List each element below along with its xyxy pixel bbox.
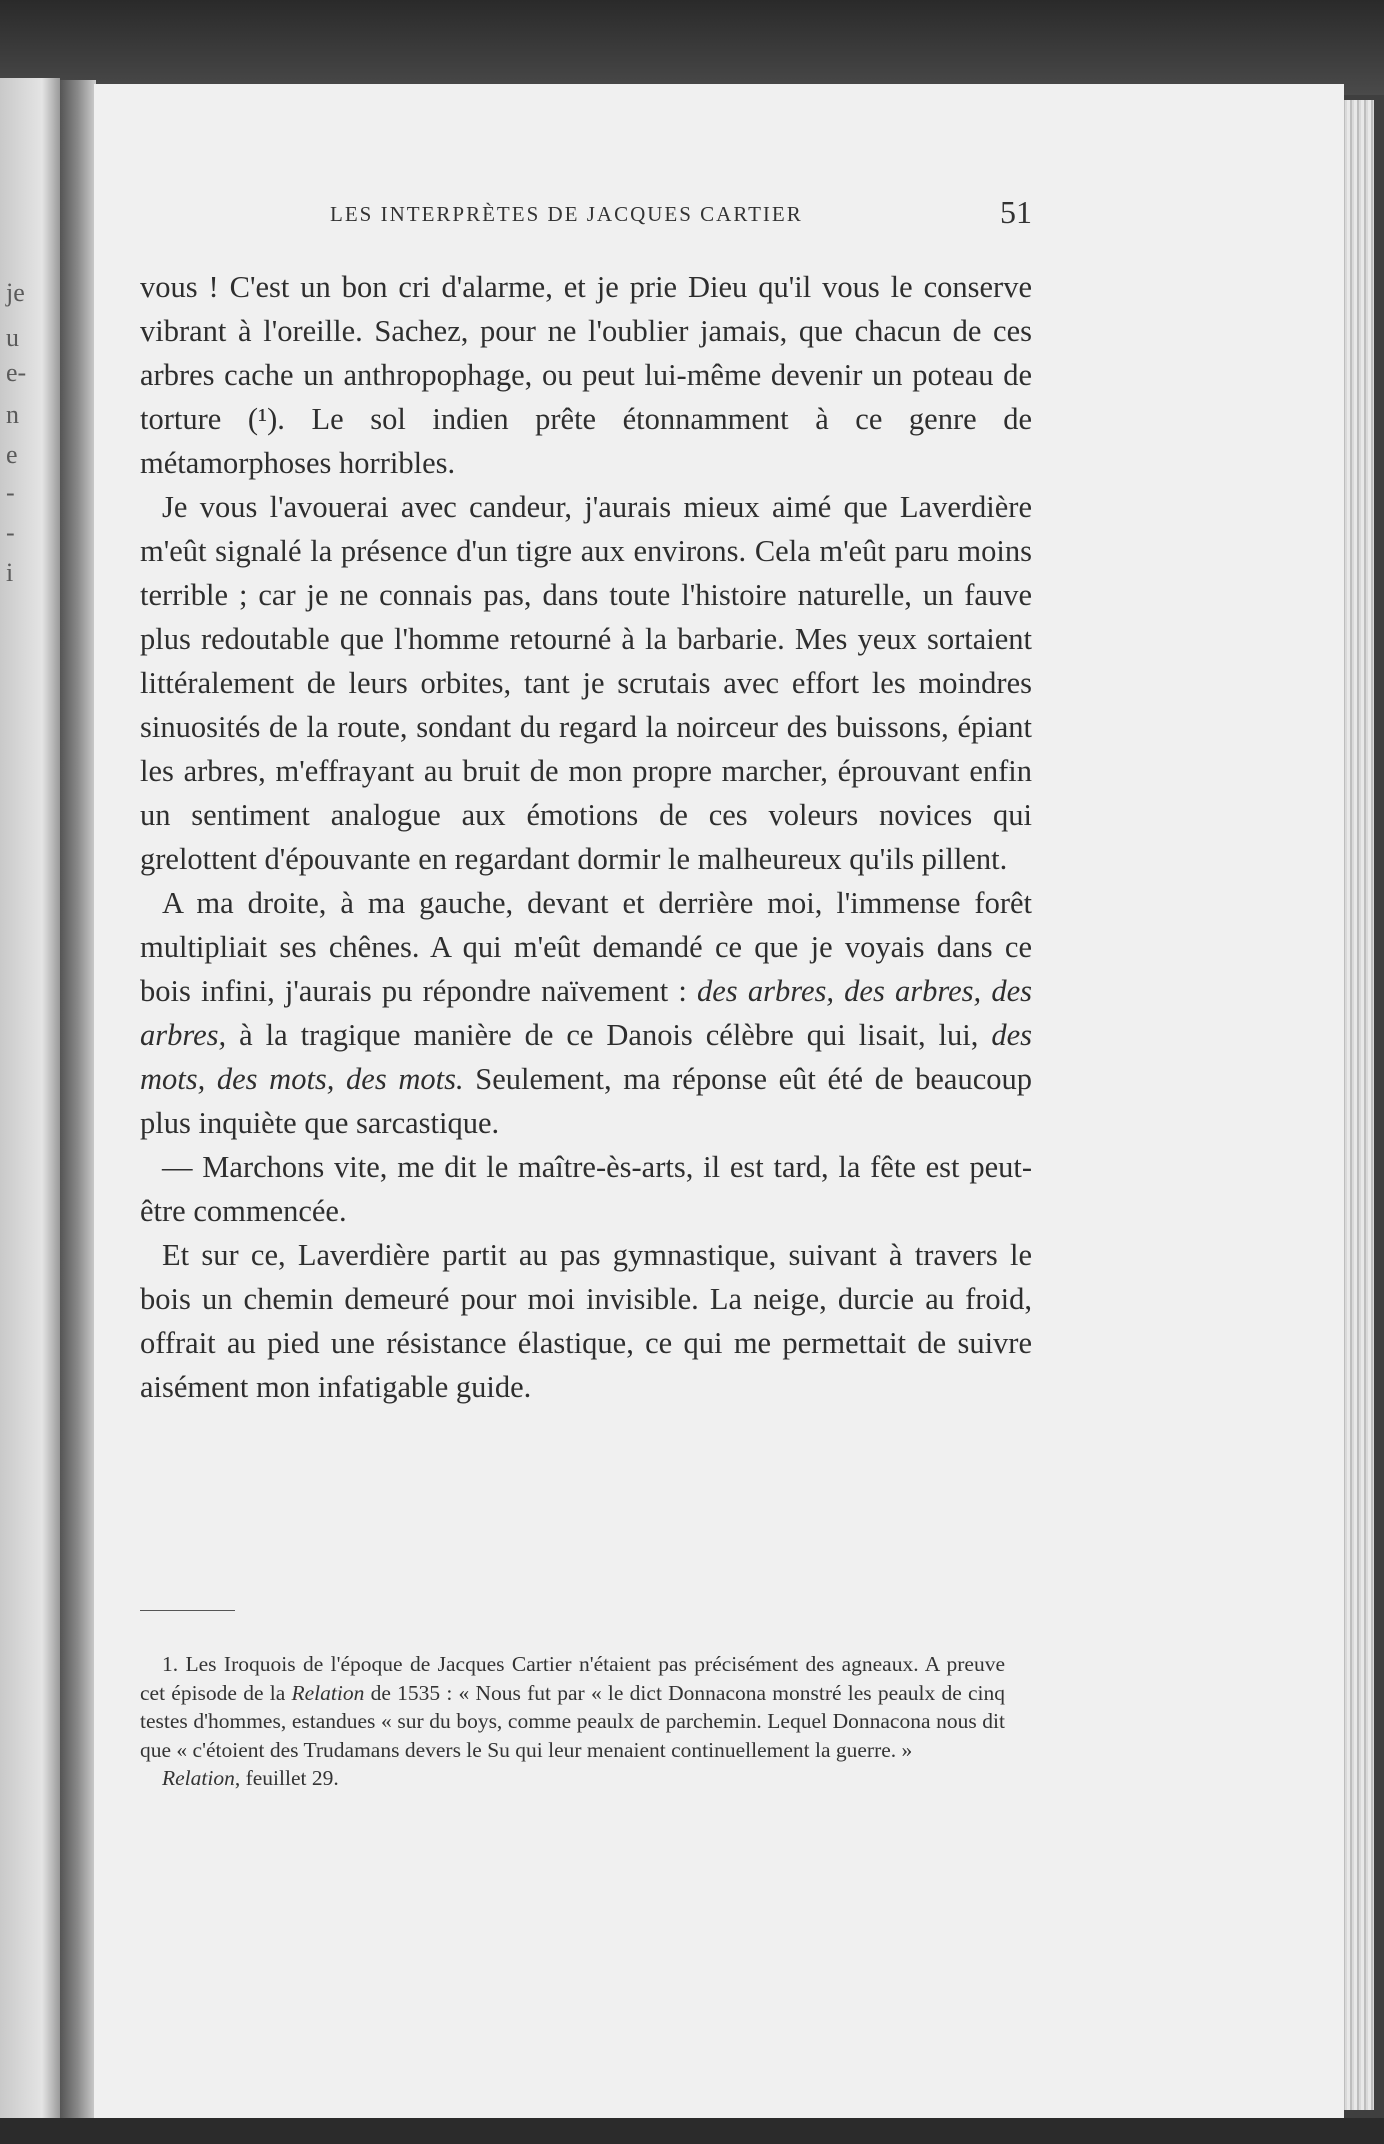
page-number: 51 xyxy=(1000,194,1032,230)
text-run: , feuillet 29. xyxy=(234,1766,339,1791)
footnote xyxy=(140,1650,1005,1764)
paragraph: Je vous l'avouerai avec candeur, j'aurais mieux aimé que Laverdière m'eût signalé la présence d'un tigre aux environs. Cela m'eût paru moins terrible ; car je ne connais pas, dans toute l'histoire naturelle, un fauve plus redoutable que l'homme retourné à la barbarie. Mes yeux sortaient littéralement de leurs orbites, tant je scrutais avec effort les moindres sinuosités de la route, sondant du regard la noirceur des buissons, épiant les arbres, m'effrayant au bruit de mon propre marcher, éprouvant enfin un sentiment analogue aux émotions de ces voleurs novices qui grelottent d'épouvante en regardant dormir le malheureux qu'ils pillent. xyxy=(140,490,1032,876)
footnote-divider xyxy=(140,1610,235,1611)
text-run: de 1535 : « Nous fut par « le dict Donnacona monstré les peaulx de cinq testes d'hommes, estandues « sur du boys, comme peaulx de parchemin. Lequel Donnacona nous dit que « c'étoient des Trudamans devers le Su qui leur menaient continuellement la guerre. » xyxy=(140,1680,1005,1762)
footnote-citation xyxy=(140,1764,1005,1793)
fragment-text: - xyxy=(6,518,15,547)
fragment-text: e xyxy=(6,440,18,469)
paragraph: vous ! C'est un bon cri d'alarme, et je prie Dieu qu'il vous le conserve vibrant à l'oreille. Sachez, pour ne l'oublier jamais, que chacun de ces arbres cache un anthropophage, ou peut lui-même devenir un poteau de torture (¹). Le sol indien prête étonnamment à ce genre de métamorphoses horribles. xyxy=(140,270,1032,480)
fragment-text: e- xyxy=(6,358,27,387)
fragment-text: - xyxy=(6,478,15,507)
text-run: A ma droite, à ma gauche, devant et derrière moi, l'immense forêt multipliait ses chênes. A qui m'eût demandé ce que je voyais dans ce bois infini, j'aurais pu répondre naïvement : xyxy=(140,886,1032,1008)
body-text xyxy=(140,265,1032,1409)
italic-text: des mots, des mots, des mots. xyxy=(140,1018,1033,1096)
italic-text: Relation xyxy=(162,1766,235,1791)
paragraph xyxy=(140,881,1032,1145)
fragment-text: u xyxy=(6,323,19,352)
footnotes xyxy=(140,1650,1005,1793)
paragraph: Et sur ce, Laverdière partit au pas gymnastique, suivant à travers le bois un chemin demeuré pour moi invisible. La neige, durcie au froid, offrait au pied une résistance élastique, ce qui me permettait de suivre aisément mon infatigable guide. xyxy=(140,1238,1032,1404)
fragment-text: i xyxy=(6,558,14,587)
scan-background-top xyxy=(0,0,1384,95)
fragment-text: n xyxy=(6,400,19,429)
text-run: 1. Les Iroquois de l'époque de Jacques Cartier n'étaient pas précisément des agneaux. A preuve cet épisode de la xyxy=(140,1652,1005,1705)
italic-text: des arbres, des arbres, des arbres, xyxy=(140,974,1032,1052)
fragment-text: je xyxy=(6,278,25,307)
text-run: à la tragique manière de ce Danois célèbre qui lisait, lui, xyxy=(239,1018,979,1052)
paragraph: — Marchons vite, me dit le maître-ès-arts, il est tard, la fête est peut-être commencée. xyxy=(140,1150,1032,1228)
scan-background-bottom xyxy=(0,2118,1384,2144)
book-gutter xyxy=(60,80,96,2120)
italic-text: Relation xyxy=(291,1680,365,1705)
adjacent-page-edge xyxy=(0,78,60,2118)
page-header xyxy=(230,194,1032,240)
text-run: Seulement, ma réponse eût été de beaucoup plus inquiète que sarcastique. xyxy=(140,1062,1032,1140)
running-title: LES INTERPRÈTES DE JACQUES CARTIER xyxy=(330,202,803,226)
